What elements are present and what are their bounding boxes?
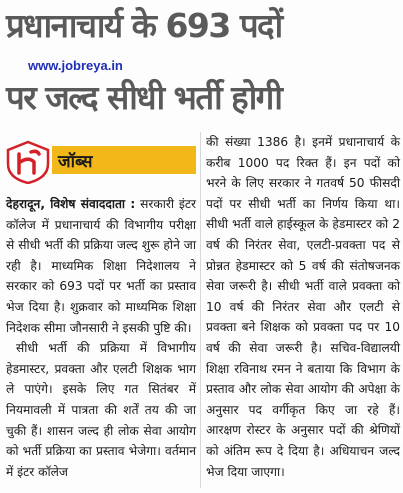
watermark-url: www.jobreya.in bbox=[28, 58, 123, 73]
article-left-column bbox=[6, 194, 196, 482]
section-header bbox=[6, 138, 196, 188]
headline-line-2: पर जल्द सीधी भर्ती होगी bbox=[6, 78, 282, 117]
article-paragraph bbox=[6, 194, 196, 338]
article-paragraph: की संख्या 1386 है। इनमें प्रधानाचार्य के करीब 1000 पद रिक्त हैं। इन पदों को भरने के लिए सरकार ने गतवर्ष 50 फीसदी पदों पर सीधी भर्ती का निर्णय किया था। सीधी भर्ती वाले हाईस्कूल के हेडमास्टर को 2 वर्ष की निरंतर सेवा, एलटी-प्रवक्ता पद से प्रोन्नत हेडमास्टर को 5 वर्ष की संतोषजनक सेवा जरूरी है। सीधी भर्ती वाले प्रवक्ता को 10 वर्ष की निरंतर सेवा और एलटी से प्रवक्ता बने शिक्षक को प्रवक्ता पद पर 10 वर्ष की सेवा जरूरी है। सचिव-विद्यालयी शिक्षा रविनाथ रमन ने बताया कि विभाग के प्रस्ताव और लोक सेवा आयोग की अपेक्षा के अनुसार पद वर्गीकृत किए जा रहे हैं। आरक्षण रोस्टर के अनुसार पदों की श्रेणियों को अंतिम रूप दे दिया है। अधियाचन जल्द भेज दिया जाएगा। bbox=[206, 135, 400, 479]
paragraph-text: सरकारी इंटर कॉलेज में प्रधानाचार्य की विभागीय परीक्षा से सीधी भर्ती की प्रक्रिया जल्द शुरू होने जा रही है। माध्यमिक शिक्षा निदेशालय ने सरकार को 693 पदों पर भर्ती का प्रस्ताव भेज दिया है। शुक्रवार को माध्यमिक शिक्षा निदेशक सीमा जौनसारी ने इसकी पुष्टि की। bbox=[6, 197, 197, 335]
column-divider bbox=[200, 132, 201, 488]
hindustan-logo-icon bbox=[6, 140, 50, 184]
article-paragraph: सीधी भर्ती की प्रक्रिया में विभागीय हेडमास्टर, प्रवक्ता और एलटी शिक्षक भाग ले पाएंगे। इसके लिए गत सितंबर में नियमावली में पात्रता की शर्तें तय की जा चुकी हैं। शासन जल्द ही लोक सेवा आयोग को भर्ती प्रक्रिया का प्रस्ताव भेजेगा। वर्तमान में इंटर कॉलेज bbox=[6, 341, 196, 479]
section-label-bar bbox=[52, 146, 196, 174]
byline: देहरादून, विशेष संवाददाता : bbox=[6, 197, 136, 211]
section-label: जॉब्स bbox=[58, 152, 93, 172]
article-right-column bbox=[206, 132, 400, 482]
headline-line-1: प्रधानाचार्य के 693 पदों bbox=[6, 6, 282, 45]
